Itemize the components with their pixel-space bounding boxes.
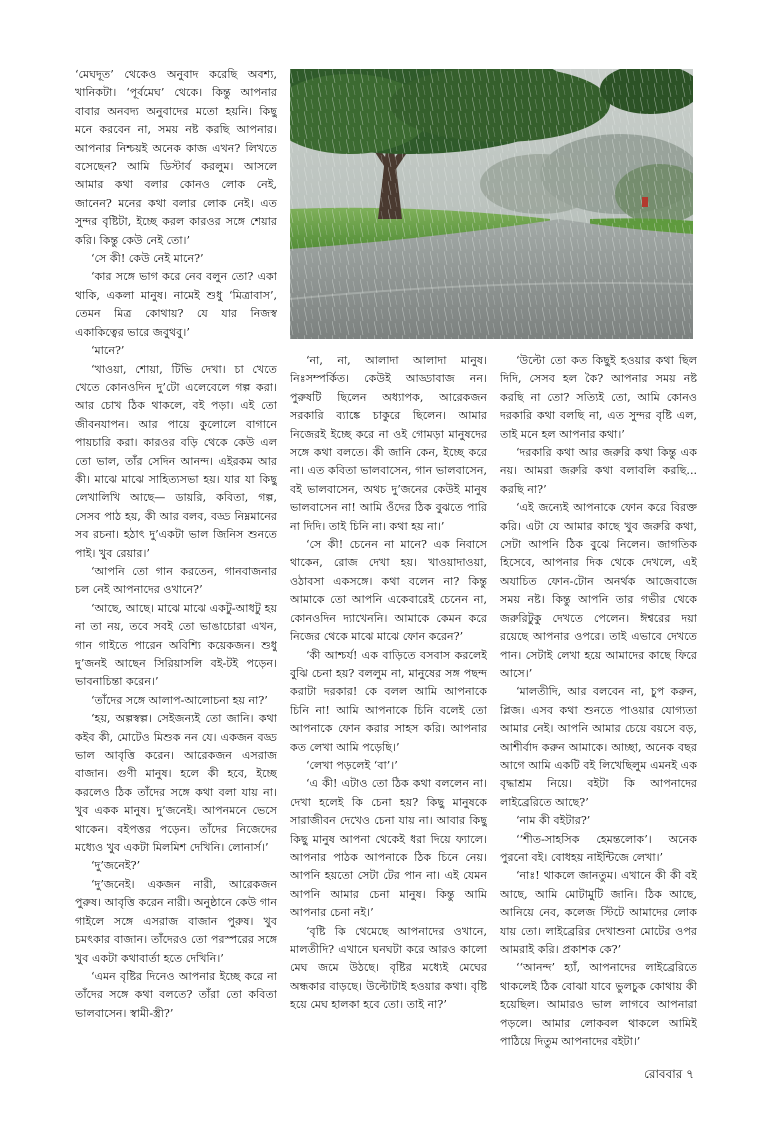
paragraph: ‘দরকারি কথা আর জরুরি কথা কিন্তু এক নয়। আমরা জরুরি কথা বলাবলি করছি... করছি না?’: [500, 446, 697, 496]
paragraph: ‘এই জন্যেই আপনাকে ফোন করে বিরক্ত করি। এটা যে আমার কাছে খুব জরুরি কথা, সেটা আপনি ঠিক বুঝে নিলেন। জাগতিক হিসেবে, আপনার দিক থেকে দেখলে, এই অযাচিত ফোন-টোন অনর্থক আজেবাজে সময় নষ্ট। কিন্তু আপনি তার গভীর থেকে জরুরিটুকু দেখতে পেলেন। ঈশ্বরের দয়া রয়েছে আপনার ওপরে। তাই এভাবে দেখতে পান। সেটাই লেখা হয়ে আমাদের কাছে ফিরে আসে।’: [500, 501, 697, 680]
paragraph: ‘কার সঙ্গে ভাগ করে নেব বলুন তো? একা থাকি, একলা মানুষ। নামেই শুধু ‘মিত্রাবাস’, তেমন মিত্র কোথায়? যে যার নিজস্ব একাকিত্বের ভারে জবুথবু।’: [75, 270, 277, 339]
paragraph: ‘‘আনন্দ’ হ্যাঁ, আপনাদের লাইব্রেরিতে থাকলেই ঠিক বোঝা যাবে ভুলচুক কোথায় কী হয়েছিল। আমারও ভাল লাগবে আপনারা পড়লে। আমার লোকবল থাকলে আমিই পাঠিয়ে দিতুম আপনাদের বইটা।’: [500, 961, 697, 1049]
paragraph: ‘মানে?’: [91, 344, 125, 358]
paragraph: ‘‘শীত-সাহসিক হেমন্তলোক’। অনেক পুরনো বই। বোধহয় নাইন্টিজে লেখা।’: [500, 832, 697, 864]
paragraph: ‘আছে, আছে। মাঝে মাঝে একটু-আধটু হয় না তা নয়, তবে সবই তো ভাঙাচোরা এখন, গান গাইতে পারেন অবিশ্যি কয়েকজন। শুধু দু’জনই আছেন সিরিয়াসলি বই-টই পড়েন। ভাবনাচিন্তা করেন।’: [75, 601, 277, 689]
paragraph: ‘আপনি তো গান করতেন, গানবাজনার চল নেই আপনাদের ওখানে?’: [75, 564, 277, 597]
paragraph: ‘দু’জনেই?’: [91, 859, 141, 873]
paragraph: ‘না, না, আলাদা আলাদা মানুষ। নিঃসম্পর্কিত। কেউই আড্ডাবাজ নন। পুরুষটি ছিলেন অধ্যাপক, আরেকজন সরকারি ব্যাঙ্কে চাকুরে ছিলেন। আমার নিজেরই ইচ্ছে করে না ওই গোমড়া মানুষদের সঙ্গে কথা বলতে। কী জানি কেন, ইচ্ছে করে না। এত কবিতা ভালবাসেন, গান ভালবাসেন, বই ভালবাসেন, অথচ দু’জনের কেউই মানুষ ভালবাসেন না! আমি ওঁদের ঠিক বুঝতে পারি না দিদি। তাই চিনি না। কথা হয় না।’: [290, 354, 487, 533]
paragraph: ‘দু’জনেই। একজন নারী, আরেকজন পুরুষ। আবৃত্তি করেন নারী। অনুষ্ঠানে কেউ গান গাইলে সঙ্গে এসরাজ বাজান পুরুষ। খুব চমৎকার বাজান। তাঁদেরও তো পরস্পরের সঙ্গে খুব একটা কথাবার্তা হতে দেখিনি।’: [75, 877, 277, 965]
paragraph: ‘তাঁদের সঙ্গে আলাপ-আলোচনা হয় না?’: [91, 693, 268, 707]
paragraph: ‘এ কী! এটাও তো ঠিক কথা বললেন না। দেখা হলেই কি চেনা হয়? কিছু মানুষকে সারাজীবন দেখেও চেনা যায় না। আবার কিছু কিছু মানুষ আপনা থেকেই ধরা দিয়ে ফ্যালে। আপনার পাঠক আপনাকে ঠিক চিনে নেয়। আপনি হয়তো সেটা টের পান না। এই যেমন আপনি আমার চেনা মানুষ। কিন্তু আমি আপনার চেনা নই।’: [290, 777, 487, 920]
paragraph: ‘মালতীদি, আর বলবেন না, চুপ করুন, প্লিজ। এসব কথা শুনতে পাওয়ার যোগ্যতা আমার নেই। আপনি আমার চেয়ে বয়সে বড়, আশীর্বাদ করুন আমাকে। আচ্ছা, অনেক বছর আগে আমি একটি বই লিখেছিলুম এমনই এক বৃদ্ধাশ্রম নিয়ে। বইটা কি আপনাদের লাইব্রেরিতে আছে?’: [500, 685, 697, 809]
text-column-3: [500, 352, 697, 1072]
rain-tree-photo-drawing: [290, 69, 693, 339]
paragraph: ‘হয়, অল্পস্বল্প। সেইজন্যই তো জানি। কথা কইব কী, মোটেও মিশুক নন যে। একজন বড্ড ভাল আবৃত্তি করেন। আরেকজন এসরাজ বাজান। গুণী মানুষ। হলে কী হবে, ইচ্ছে করলেও ঠিক তাঁদের সঙ্গে কথা বলা যায় না। খুব একক মানুষ। দু’জনেই। আপনমনে ভেসে থাকেন। বইপত্তর পড়েন। তাঁদের নিজেদের মধ্যেও খুব একটা মিলমিশ দেখিনি। লোনার্স।’: [75, 712, 277, 855]
text-column-1: [75, 66, 277, 1066]
paragraph: ‘কী আশ্চর্য! এক বাড়িতে বসবাস করলেই বুঝি চেনা হয়? বললুম না, মানুষের সঙ্গ পছন্দ করাটা দরকার! কে বলল আমি আপনাকে চিনি না! আমি আপনাকে চিনি বলেই তো আপনাকে ফোন করার সাহস করি। আপনার কত লেখা আমি পড়েছি।’: [290, 648, 487, 754]
paragraph: ‘নাম কী বইটার?’: [516, 814, 591, 828]
paragraph: ‘লেখা পড়লেই ‘বা’।’: [306, 758, 398, 772]
paragraph: ‘এমন বৃষ্টির দিনেও আপনার ইচ্ছে করে না তাঁদের সঙ্গে কথা বলতে? তাঁরা তো কবিতা ভালবাসেন। স্বামী-স্ত্রী?’: [75, 969, 277, 1020]
page-footer: রোববার ৭: [643, 1067, 694, 1081]
paragraph: ‘মেঘদূত’ থেকেও অনুবাদ করেছি অবশ্য, খানিকটা। ‘পূর্বমেঘ’ থেকে। কিন্তু আপনার বাবার অনবদ্য অনুবাদের মতো হয়নি। কিছু মনে করবেন না, সময় নষ্ট করছি আপনার। আপনার নিশ্চয়ই অনেক কাজ এখন? লিখতে বসেছেন? আমি ডিস্টার্ব করলুম। আসলে আমার কথা বলার কোনও লোক নেই, জানেন? মনের কথা বলার লোক নেই। এত সুন্দর বৃষ্টিটা, ইচ্ছে করল কারওর সঙ্গে শেয়ার করি। কিন্তু কেউ নেই তো।’: [75, 68, 277, 247]
paragraph: ‘নাঃ! থাকলে জানতুম। এখানে কী কী বই আছে, আমি মোটামুটি জানি। ঠিক আছে, আনিয়ে নেব, কলেজ স্টিটে আমাদের লোক যায় তো। লাইব্রেরির দেখাশুনা মোটের ওপর আমরাই করি। প্রকাশক কে?’: [500, 869, 697, 956]
paragraph: ‘উল্টো তো কত কিছুই হওয়ার কথা ছিল দিদি, সেসব হল কৈ? আপনার সময় নষ্ট করছি না তো? সত্যিই তো, আমি কোনও দরকারি কথা বলছি না, এত সুন্দর বৃষ্টি এল, তাই মনে হল আপনার কথা।’: [500, 354, 697, 441]
paragraph: ‘বৃষ্টি কি থেমেছে আপনাদের ওখানে, মালতীদি? এখানে ঘনঘটা করে আরও কালো মেঘ জমে উঠছে। বৃষ্টির মধ্যেই মেঘের অন্ধকার বাড়ছে। উল্টোটাই হওয়ার কথা। বৃষ্টি হয়ে মেঘ হালকা হবে তো। তাই না?’: [290, 924, 487, 1012]
paragraph: ‘সে কী! চেনেন না মানে? এক নিবাসে থাকেন, রোজ দেখা হয়। খাওয়াদাওয়া, ওঠাবসা একসঙ্গে। কথা বলেন না? কিন্তু আমাকে তো আপনি একেবারেই চেনেন না, কোনওদিন দ্যাখেননি। আমাকে কেমন করে নিজের থেকে মাঝে মাঝে ফোন করেন?’: [290, 538, 487, 644]
paragraph: ‘খাওয়া, শোয়া, টিভি দেখা। চা খেতে খেতে কোনওদিন দু’টো এলেবেলে গল্প করা। আর চোখ ঠিক থাকলে, বই পড়া। এই তো জীবনযাপন। আর পায়ে কুলোলে বাগানে পায়চারি করা। কারওর বড়ি থেকে কেউ এল তো ভাল, তাঁর সেদিন আনন্দ। এইরকম আর কী। মাঝে মাঝে সাহিত্যসভা হয়। যার যা কিছু লেখালিখি আছে— ডায়রি, কবিতা, গল্প, সেসব পাঠ হয়, কী আর বলব, বড্ড নিম্নমানের সব রচনা। হঠাৎ দু’একটা ভাল জিনিস শুনতে পাই। খুব রেয়ার।’: [75, 362, 277, 560]
rain-tree-photo: [290, 69, 693, 339]
paragraph: ‘সে কী! কেউ নেই মানে?’: [91, 252, 204, 266]
text-column-2: [290, 352, 487, 1072]
